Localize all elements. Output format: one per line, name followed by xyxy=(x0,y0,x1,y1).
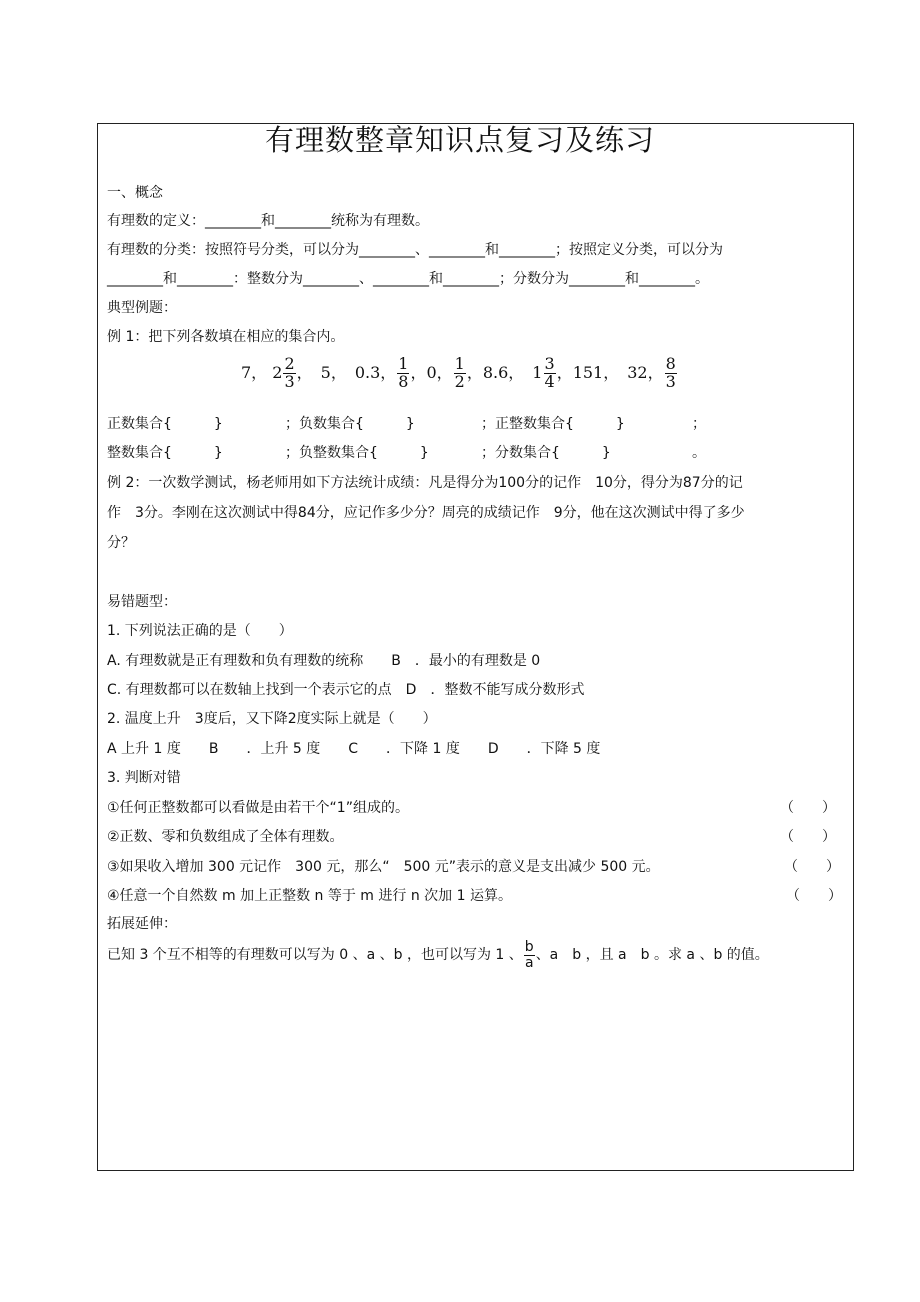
fraction xyxy=(665,356,677,391)
number-item: ，0， xyxy=(410,362,453,382)
extension-heading: 拓展延伸： xyxy=(107,916,177,932)
mixed-number-whole: 2 xyxy=(272,362,283,382)
set-negative: ；负数集合{ } xyxy=(285,416,415,432)
example-2-line-1: 例 2：一次数学测试，杨老师用如下方法统计成绩：凡是得分为100分的记作 10分，得分为87分的记 xyxy=(107,475,743,491)
section-heading: 一、概念 xyxy=(107,185,163,201)
fraction-denominator: a xyxy=(524,954,534,971)
judge-bracket: （ ） xyxy=(780,829,836,845)
classification-line-1: 有理数的分类：按照符号分类，可以分为________、________和________；按照定义分类，可以分为 xyxy=(107,242,723,258)
fraction xyxy=(283,356,295,391)
example-2-line-3: 分？ xyxy=(107,535,135,551)
fraction-numerator: b xyxy=(524,939,534,955)
set-end: 。 xyxy=(692,445,706,461)
judge-item-4: ④任意一个自然数 m 加上正整数 n 等于 m 进行 n 次加 1 运算。 xyxy=(107,888,512,904)
judge-item-2: ②正数、零和负数组成了全体有理数。 xyxy=(107,829,344,845)
judge-bracket: （ ） xyxy=(786,888,842,904)
number-item: ， 5， 0.3， xyxy=(296,362,397,382)
judge-bracket: （ ） xyxy=(780,800,836,816)
typical-examples-heading: 典型例题： xyxy=(107,300,177,316)
set-separator: ； xyxy=(692,416,706,432)
fraction-numerator: 1 xyxy=(398,354,409,373)
question-2: 2. 温度上升 3度后，又下降2度实际上就是（ ） xyxy=(107,711,437,727)
fraction xyxy=(524,940,535,970)
number-list xyxy=(241,356,678,391)
fraction-numerator: 3 xyxy=(544,354,555,373)
set-integer: 整数集合{ } xyxy=(107,445,223,461)
number-item: 7， xyxy=(241,362,268,382)
question-2-options: A 上升 1 度 B ．上升 5 度 C ．下降 1 度 D ．下降 5 度 xyxy=(107,741,601,757)
fraction xyxy=(454,356,466,391)
extension-text-start: 已知 3 个互不相等的有理数可以写为 0 、a 、b ，也可以写为 1 、 xyxy=(107,947,523,964)
set-positive-integer: ；正整数集合{ } xyxy=(481,416,625,432)
number-item: ，8.6， 1 xyxy=(466,362,543,382)
fraction-denominator: 8 xyxy=(398,371,409,391)
definition-line: 有理数的定义：________和________统称为有理数。 xyxy=(107,213,429,229)
fraction-denominator: 3 xyxy=(284,371,295,391)
fraction-numerator: 2 xyxy=(284,354,295,373)
extension-text-end: 、a b ，且 a b 。求 a 、b 的值。 xyxy=(535,947,769,964)
fraction-numerator: 1 xyxy=(454,354,465,373)
classification-line-2: ________和________：整数分为________、________和________；分数分为________和________。 xyxy=(107,271,709,287)
question-1-options-ab: A. 有理数就是正有理数和负有理数的统称 B ．最小的有理数是 0 xyxy=(107,653,541,669)
fraction xyxy=(544,356,556,391)
set-negative-integer: ；负整数集合{ } xyxy=(285,445,429,461)
example-1-text: 例 1：把下列各数填在相应的集合内。 xyxy=(107,329,345,345)
fraction xyxy=(397,356,409,391)
error-prone-heading: 易错题型： xyxy=(107,594,177,610)
question-1: 1. 下列说法正确的是（ ） xyxy=(107,623,293,639)
extension-problem xyxy=(107,940,769,970)
judge-item-1: ①任何正整数都可以看做是由若干个“1”组成的。 xyxy=(107,800,409,816)
judge-item-3: ③如果收入增加 300 元记作 300 元，那么“ 500 元”表示的意义是支出减少 500 元。 xyxy=(107,859,660,875)
set-positive: 正数集合{ } xyxy=(107,416,223,432)
fraction-denominator: 2 xyxy=(454,371,465,391)
number-item: ，151， 32， xyxy=(556,362,664,382)
page-title: 有理数整章知识点复习及练习 xyxy=(264,123,655,157)
judge-bracket: （ ） xyxy=(784,859,840,875)
fraction-numerator: 8 xyxy=(665,354,676,373)
fraction-denominator: 3 xyxy=(665,371,676,391)
set-fraction: ；分数集合{ } xyxy=(481,445,611,461)
question-3: 3. 判断对错 xyxy=(107,770,181,786)
question-1-options-cd: C. 有理数都可以在数轴上找到一个表示它的点 D ．整数不能写成分数形式 xyxy=(107,682,585,698)
example-2-line-2: 作 3分。李刚在这次测试中得84分，应记作多少分？周亮的成绩记作 9分，他在这次测试中得了多少 xyxy=(107,505,745,521)
fraction-denominator: 4 xyxy=(544,371,555,391)
